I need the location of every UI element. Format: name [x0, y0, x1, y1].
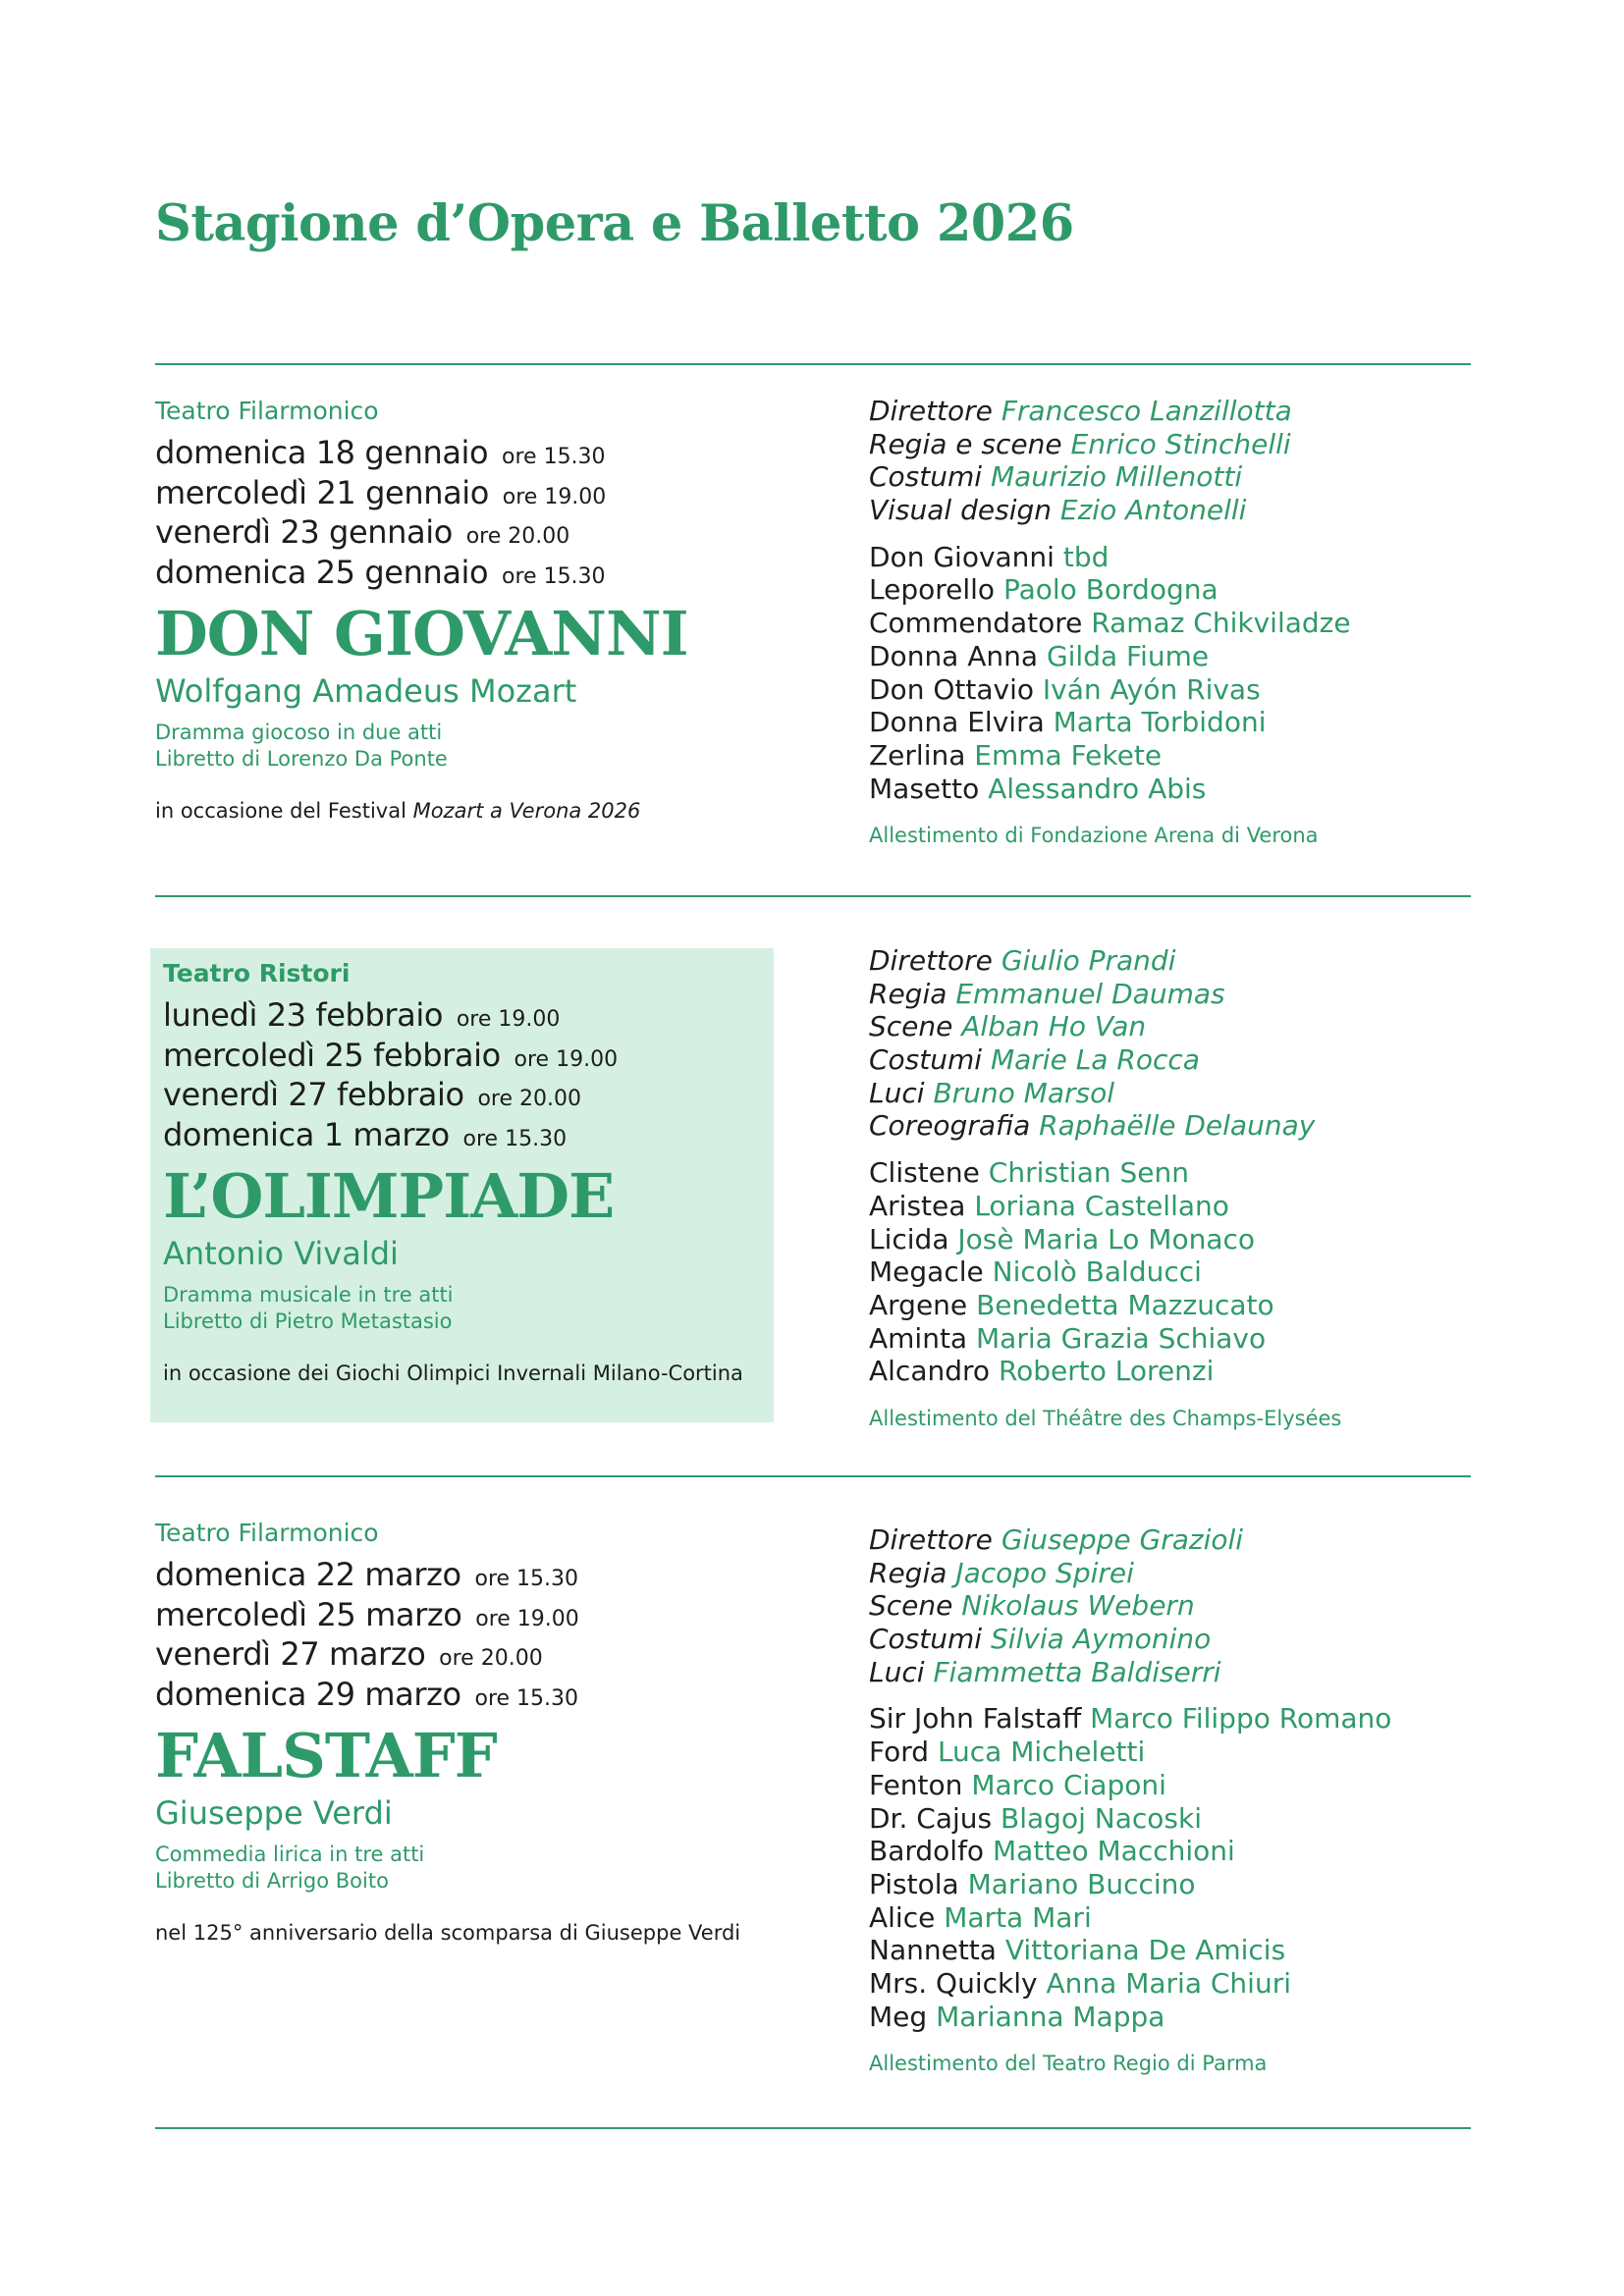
cast-role: Licida	[869, 1222, 949, 1255]
cast-name: Marta Mari	[944, 1900, 1092, 1934]
cast-name: Christian Senn	[988, 1156, 1190, 1190]
cast-name: Paolo Bordogna	[1002, 573, 1218, 607]
cast-role: Pistola	[869, 1867, 959, 1900]
cast-name: Anna Maria Chiuri	[1046, 1966, 1291, 2000]
date-time: ore 19.00	[502, 484, 607, 509]
performance-date	[155, 512, 744, 553]
opera-title: FALSTAFF	[155, 1720, 497, 1791]
cast-role: Donna Elvira	[869, 706, 1045, 739]
cast-role: Megacle	[869, 1255, 984, 1289]
performance-date	[155, 1634, 744, 1675]
credit-row	[869, 460, 1458, 494]
cast-role: Zerlina	[869, 738, 966, 772]
date-time: ore 15.30	[474, 1685, 579, 1711]
cast-row	[869, 1322, 1458, 1356]
date-day: mercoledì 21 gennaio	[155, 473, 489, 511]
cast-name: Marta Torbidoni	[1053, 706, 1267, 739]
date-time: ore 15.30	[502, 563, 606, 589]
cast-row	[869, 706, 1458, 739]
cast-name: Vittoriana De Amicis	[1004, 1934, 1286, 1967]
cast-role: Leporello	[869, 573, 996, 607]
cast-row	[869, 1735, 1458, 1769]
credit-role: Visual design	[869, 494, 1052, 527]
credit-role: Direttore	[869, 1523, 993, 1556]
cast-row	[869, 1868, 1458, 1901]
credit-name: Enrico Stinchelli	[1070, 427, 1291, 460]
credit-role: Luci	[869, 1076, 925, 1109]
date-time: ore 20.00	[477, 1087, 581, 1111]
production-note: Allestimento del Théâtre des Champs-Elysées	[869, 1406, 1342, 1430]
opera-title: L’OLIMPIADE	[163, 1160, 615, 1232]
cast-name: Emma Fekete	[974, 738, 1163, 772]
occasion-note: in occasione dei Giochi Olimpici Invernali Milano-Cortina	[163, 1362, 743, 1385]
cast-role: Mrs. Quickly	[869, 1966, 1038, 2000]
librettist: Libretto di Lorenzo Da Ponte	[155, 747, 448, 771]
date-time: ore 20.00	[439, 1646, 543, 1671]
cast-name: Roberto Lorenzi	[998, 1355, 1215, 1388]
cast-name: Blagoj Nacoski	[1001, 1801, 1202, 1835]
cast-name: Gilda Fiume	[1046, 639, 1210, 672]
schedule-block	[155, 398, 744, 825]
credit-row	[869, 1077, 1458, 1110]
credit-name: Alban Ho Van	[961, 1010, 1147, 1043]
cast-row	[869, 1702, 1458, 1735]
cast-role: Meg	[869, 2000, 928, 2033]
cast-row	[869, 773, 1458, 806]
librettist: Libretto di Arrigo Boito	[155, 1869, 389, 1893]
credit-row	[869, 1523, 1458, 1557]
credit-row	[869, 494, 1458, 527]
performance-date	[155, 1595, 744, 1635]
cast-name: Iván Ayón Rivas	[1042, 672, 1261, 706]
composer-name: Wolfgang Amadeus Mozart	[155, 672, 577, 710]
credit-name: Bruno Marsol	[933, 1076, 1115, 1109]
schedule-block	[155, 1520, 744, 1947]
credit-row	[869, 1010, 1458, 1043]
credit-row	[869, 1589, 1458, 1623]
cast-role: Dr. Cajus	[869, 1801, 993, 1835]
date-day: mercoledì 25 marzo	[155, 1595, 462, 1633]
performance-date	[155, 1675, 744, 1715]
opera-genre: Commedia lirica in tre atti	[155, 1842, 425, 1866]
cast-name: Matteo Macchioni	[992, 1835, 1235, 1868]
performance-date	[163, 1075, 752, 1115]
credit-name: Nikolaus Webern	[961, 1589, 1195, 1623]
credit-row	[869, 1109, 1458, 1143]
date-day: domenica 18 gennaio	[155, 434, 489, 471]
venue-name: Teatro Filarmonico	[155, 397, 379, 425]
credit-role: Regia e scene	[869, 427, 1062, 460]
credits-block	[869, 1523, 1458, 2077]
date-time: ore 15.30	[462, 1126, 568, 1151]
cast-row	[869, 541, 1458, 574]
occasion-festival: Mozart a Verona 2026	[412, 799, 641, 823]
cast-role: Aristea	[869, 1189, 966, 1222]
cast-role: Argene	[869, 1288, 968, 1321]
date-day: mercoledì 25 febbraio	[163, 1036, 501, 1074]
credit-row	[869, 395, 1458, 428]
cast-name: Marianna Mappa	[936, 2000, 1165, 2033]
credit-row	[869, 428, 1458, 461]
cast-role: Commendatore	[869, 607, 1083, 640]
cast-role: Donna Anna	[869, 639, 1039, 672]
cast-role: Alcandro	[869, 1355, 991, 1388]
cast-name: Benedetta Mazzucato	[976, 1288, 1274, 1321]
cast-row	[869, 640, 1458, 673]
opera-genre: Dramma musicale in tre atti	[163, 1283, 454, 1307]
date-time: ore 20.00	[465, 524, 570, 549]
cast-row	[869, 1934, 1458, 1967]
cast-role: Nannetta	[869, 1934, 997, 1967]
credit-name: Emmanuel Daumas	[955, 977, 1225, 1010]
cast-row	[869, 1156, 1458, 1190]
date-time: ore 19.00	[456, 1007, 561, 1032]
cast-row	[869, 1802, 1458, 1836]
date-time: ore 19.00	[514, 1046, 619, 1072]
occasion-note: nel 125° anniversario della scomparsa di Giuseppe Verdi	[155, 1921, 741, 1945]
cast-row	[869, 1190, 1458, 1223]
venue-name: Teatro Filarmonico	[155, 1519, 379, 1547]
credit-role: Regia	[869, 1556, 947, 1589]
opera-title: DON GIOVANNI	[155, 598, 688, 669]
divider	[155, 2127, 1471, 2129]
credit-name: Fiammetta Baldiserri	[933, 1655, 1221, 1688]
performance-date	[155, 433, 744, 473]
credit-name: Jacopo Spirei	[955, 1556, 1134, 1589]
cast-row	[869, 2001, 1458, 2034]
performance-date	[163, 1115, 752, 1155]
date-day: lunedì 23 febbraio	[163, 996, 444, 1034]
cast-row	[869, 1289, 1458, 1322]
occasion-note	[155, 798, 744, 825]
credits-block	[869, 944, 1458, 1432]
credit-role: Costumi	[869, 1623, 983, 1656]
credit-role: Regia	[869, 977, 947, 1010]
credit-name: Ezio Antonelli	[1059, 494, 1247, 527]
credit-role: Direttore	[869, 395, 993, 427]
credit-role: Scene	[869, 1589, 953, 1623]
date-day: venerdì 27 marzo	[155, 1635, 426, 1673]
divider	[155, 1475, 1471, 1477]
credit-row	[869, 978, 1458, 1011]
cast-role: Ford	[869, 1735, 930, 1769]
credit-row	[869, 1043, 1458, 1077]
credit-name: Silvia Aymonino	[990, 1623, 1212, 1656]
date-time: ore 15.30	[474, 1567, 579, 1591]
page-title: Stagione d’Opera e Balletto 2026	[155, 194, 1074, 253]
cast-row	[869, 1835, 1458, 1868]
date-time: ore 15.30	[502, 445, 606, 469]
cast-row	[869, 1223, 1458, 1256]
cast-name: Maria Grazia Schiavo	[976, 1321, 1267, 1355]
cast-row	[869, 673, 1458, 707]
schedule-block	[163, 960, 752, 1387]
cast-name: tbd	[1062, 540, 1110, 573]
performance-date	[163, 1036, 752, 1076]
cast-name: Mariano Buccino	[967, 1867, 1196, 1900]
cast-name: Nicolò Balducci	[992, 1255, 1202, 1289]
date-day: venerdì 23 gennaio	[155, 513, 453, 551]
cast-row	[869, 1769, 1458, 1802]
performance-date	[155, 473, 744, 513]
composer-name: Giuseppe Verdi	[155, 1794, 393, 1832]
opera-genre: Dramma giocoso in due atti	[155, 721, 443, 744]
credit-role: Scene	[869, 1010, 953, 1043]
venue-name: Teatro Ristori	[163, 959, 351, 988]
date-time: ore 19.00	[475, 1606, 579, 1631]
production-note: Allestimento di Fondazione Arena di Verona	[869, 824, 1319, 848]
cast-name: Alessandro Abis	[988, 772, 1207, 805]
date-day: venerdì 27 febbraio	[163, 1076, 464, 1113]
cast-role: Bardolfo	[869, 1835, 985, 1868]
cast-name: Marco Ciaponi	[971, 1768, 1166, 1801]
cast-row	[869, 573, 1458, 607]
cast-role: Sir John Falstaff	[869, 1702, 1082, 1735]
date-day: domenica 25 gennaio	[155, 553, 489, 591]
cast-row	[869, 607, 1458, 640]
cast-name: Luca Micheletti	[937, 1735, 1146, 1769]
credit-role: Costumi	[869, 1043, 983, 1077]
credit-role: Coreografia	[869, 1109, 1031, 1143]
divider	[155, 363, 1471, 365]
cast-row	[869, 1355, 1458, 1388]
credit-row	[869, 1656, 1458, 1689]
performance-date	[163, 995, 752, 1036]
performance-date	[155, 553, 744, 593]
cast-list	[869, 1156, 1458, 1388]
credit-name: Giulio Prandi	[1001, 944, 1176, 977]
cast-list	[869, 1702, 1458, 2033]
cast-name: Josè Maria Lo Monaco	[957, 1222, 1256, 1255]
credit-name: Marie La Rocca	[990, 1043, 1200, 1077]
cast-role: Alice	[869, 1900, 936, 1934]
divider	[155, 895, 1471, 897]
credit-role: Luci	[869, 1655, 925, 1688]
cast-list	[869, 541, 1458, 806]
composer-name: Antonio Vivaldi	[163, 1235, 399, 1272]
credits-block	[869, 395, 1458, 849]
credit-row	[869, 1623, 1458, 1656]
credit-name: Giuseppe Grazioli	[1001, 1523, 1244, 1556]
credit-row	[869, 1557, 1458, 1590]
credit-role: Costumi	[869, 460, 983, 494]
performance-date	[155, 1555, 744, 1595]
cast-role: Don Giovanni	[869, 540, 1055, 573]
cast-name: Ramaz Chikviladze	[1091, 607, 1351, 640]
cast-name: Marco Filippo Romano	[1090, 1702, 1392, 1735]
production-note: Allestimento del Teatro Regio di Parma	[869, 2052, 1268, 2076]
cast-role: Masetto	[869, 772, 980, 805]
librettist: Libretto di Pietro Metastasio	[163, 1309, 453, 1333]
cast-row	[869, 1255, 1458, 1289]
date-day: domenica 22 marzo	[155, 1556, 461, 1593]
cast-role: Don Ottavio	[869, 672, 1034, 706]
cast-name: Loriana Castellano	[974, 1189, 1229, 1222]
date-day: domenica 1 marzo	[163, 1115, 450, 1153]
cast-role: Clistene	[869, 1156, 980, 1190]
occasion-text: in occasione del Festival	[155, 799, 413, 823]
credit-name: Raphaëlle Delaunay	[1039, 1109, 1316, 1143]
cast-row	[869, 739, 1458, 773]
cast-row	[869, 1967, 1458, 2001]
cast-role: Aminta	[869, 1321, 968, 1355]
cast-row	[869, 1901, 1458, 1935]
date-day: domenica 29 marzo	[155, 1675, 461, 1713]
credit-name: Maurizio Millenotti	[990, 460, 1243, 494]
credit-name: Francesco Lanzillotta	[1001, 395, 1292, 427]
credit-role: Direttore	[869, 944, 993, 977]
credit-row	[869, 944, 1458, 978]
cast-role: Fenton	[869, 1768, 963, 1801]
